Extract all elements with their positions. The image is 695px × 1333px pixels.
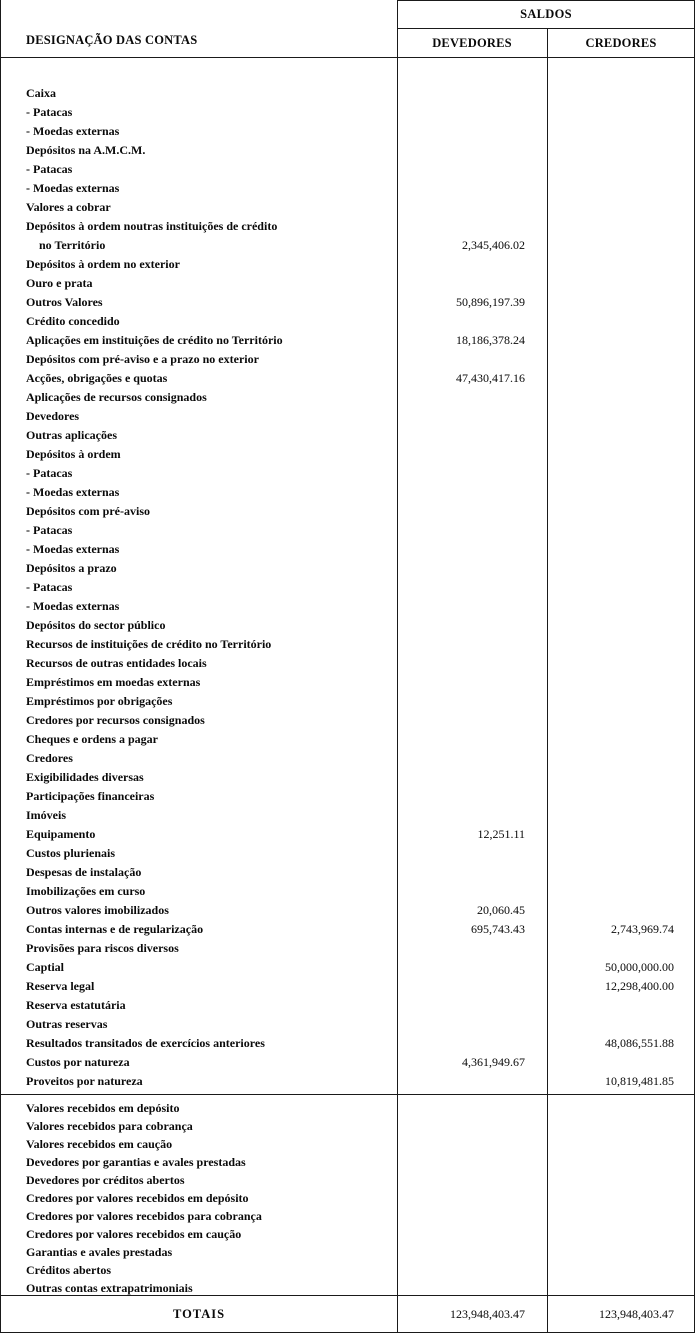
devedores-value — [397, 616, 547, 635]
account-label: Credores por valores recebidos em depósito — [26, 1191, 249, 1205]
devedores-value — [397, 407, 547, 426]
devedores-value — [397, 996, 547, 1015]
credores-value — [547, 122, 695, 141]
credores-value — [547, 1099, 695, 1117]
credores-value — [547, 312, 695, 331]
credores-value — [547, 179, 695, 198]
account-label: Crédito concedido — [26, 314, 120, 328]
account-label: Cheques e ordens a pagar — [26, 732, 159, 746]
table-row — [1, 1261, 694, 1279]
table-row — [1, 1015, 694, 1034]
account-label: Provisões para riscos diversos — [26, 941, 179, 955]
devedores-value — [397, 521, 547, 540]
credores-value — [547, 692, 695, 711]
credores-value — [547, 369, 695, 388]
table-row — [1, 464, 694, 483]
account-label: Depósitos à ordem — [26, 447, 121, 461]
credores-value — [547, 331, 695, 350]
account-label: Reserva estatutária — [26, 998, 126, 1012]
devedores-value — [397, 1117, 547, 1135]
credores-value: 12,298,400.00 — [605, 979, 674, 993]
account-label: Captial — [26, 960, 65, 974]
credores-value — [547, 464, 695, 483]
account-label: - Moedas externas — [26, 542, 120, 556]
table-row — [1, 825, 694, 844]
table-row — [1, 901, 694, 920]
devedores-value — [397, 464, 547, 483]
account-label: Custos por natureza — [26, 1055, 130, 1069]
devedores-value — [397, 274, 547, 293]
account-label: Proveitos por natureza — [26, 1074, 143, 1088]
table-row — [1, 996, 694, 1015]
table-row — [1, 312, 694, 331]
account-label: Depósitos a prazo — [26, 561, 117, 575]
credores-value — [547, 844, 695, 863]
table-row — [1, 521, 694, 540]
credores-value — [547, 160, 695, 179]
account-label: Valores a cobrar — [26, 200, 111, 214]
account-label: - Patacas — [26, 105, 73, 119]
table-row — [1, 198, 694, 217]
account-label: - Patacas — [26, 580, 73, 594]
credores-value — [547, 103, 695, 122]
credores-value — [547, 255, 695, 274]
saldos-header-group — [397, 0, 695, 57]
table-row — [1, 1117, 694, 1135]
table-row — [1, 160, 694, 179]
account-label: Imobilizações em curso — [26, 884, 146, 898]
devedores-value — [397, 1225, 547, 1243]
table-row — [1, 255, 694, 274]
table-row — [1, 331, 694, 350]
account-label: Aplicações em instituições de crédito no Território — [26, 333, 283, 347]
credores-value — [547, 84, 695, 103]
credores-value — [547, 1189, 695, 1207]
devedores-value — [397, 1261, 547, 1279]
credores-value — [547, 787, 695, 806]
account-label: - Patacas — [26, 466, 73, 480]
credores-value — [547, 350, 695, 369]
account-label: Credores por valores recebidos para cobrança — [26, 1209, 262, 1223]
devedores-value: 12,251.11 — [477, 827, 525, 841]
table-row — [1, 616, 694, 635]
account-label: Imóveis — [26, 808, 66, 822]
devedores-value — [397, 1189, 547, 1207]
devedores-value — [397, 635, 547, 654]
table-row — [1, 274, 694, 293]
devedores-value — [397, 939, 547, 958]
column-separator-2 — [547, 29, 548, 1332]
credores-value — [547, 863, 695, 882]
credores-value — [547, 293, 695, 312]
credores-value — [547, 426, 695, 445]
devedores-value — [397, 388, 547, 407]
table-row — [1, 179, 694, 198]
column-separator-1 — [397, 0, 398, 1332]
table-row — [1, 388, 694, 407]
credores-value — [547, 730, 695, 749]
table-row — [1, 673, 694, 692]
table-row — [1, 882, 694, 901]
credores-value — [547, 1117, 695, 1135]
table-row — [1, 635, 694, 654]
account-label: Garantias e avales prestadas — [26, 1245, 173, 1259]
table-row — [1, 1243, 694, 1261]
account-label: Caixa — [26, 86, 56, 100]
credores-value — [547, 1153, 695, 1171]
table-row — [1, 122, 694, 141]
table-row — [1, 540, 694, 559]
account-label: Empréstimos por obrigações — [26, 694, 173, 708]
saldos-header: SALDOS — [397, 0, 695, 29]
account-label: Outras reservas — [26, 1017, 108, 1031]
credores-value: 2,743,969.74 — [611, 922, 674, 936]
credores-value: 10,819,481.85 — [605, 1074, 674, 1088]
credores-header: CREDORES — [585, 35, 657, 50]
account-label: Outros Valores — [26, 295, 103, 309]
table-row — [1, 711, 694, 730]
account-label: Aplicações de recursos consignados — [26, 390, 207, 404]
credores-value — [547, 882, 695, 901]
table-row — [1, 502, 694, 521]
table-row — [1, 787, 694, 806]
devedores-value — [397, 483, 547, 502]
credores-value — [547, 616, 695, 635]
credores-value — [547, 559, 695, 578]
account-label: Depósitos com pré-aviso — [26, 504, 150, 518]
credores-value — [547, 540, 695, 559]
account-label: Valores recebidos para cobrança — [26, 1119, 193, 1133]
credores-value — [547, 198, 695, 217]
devedores-value — [397, 1099, 547, 1117]
devedores-value — [397, 217, 547, 236]
devedores-value — [397, 787, 547, 806]
devedores-value: 20,060.45 — [477, 903, 525, 917]
devedores-value — [397, 654, 547, 673]
designacao-das-contas-header: DESIGNAÇÃO DAS CONTAS — [26, 33, 198, 47]
account-label: Outras aplicações — [26, 428, 117, 442]
account-label: - Moedas externas — [26, 599, 120, 613]
account-label: Depósitos com pré-aviso e a prazo no exterior — [26, 352, 259, 366]
devedores-value — [397, 768, 547, 787]
credores-value — [547, 939, 695, 958]
credores-value — [547, 654, 695, 673]
account-label: Valores recebidos em depósito — [26, 1101, 180, 1115]
table-row — [1, 217, 694, 236]
table-row — [1, 1053, 694, 1072]
table-row — [1, 293, 694, 312]
devedores-value — [397, 711, 547, 730]
table-row — [1, 730, 694, 749]
account-label: Recursos de outras entidades locais — [26, 656, 207, 670]
devedores-value — [397, 806, 547, 825]
table-row — [1, 445, 694, 464]
devedores-value — [397, 179, 547, 198]
account-label: Depósitos na A.M.C.M. — [26, 143, 146, 157]
account-label: Exigibilidades diversas — [26, 770, 144, 784]
devedores-value — [397, 559, 547, 578]
extrapatrimonial-accounts-section — [1, 1094, 694, 1295]
account-label: Custos plurienais — [26, 846, 116, 860]
table-row — [1, 350, 694, 369]
table-row — [1, 1072, 694, 1091]
table-row — [1, 1034, 694, 1053]
account-label: Depósitos à ordem noutras instituições de crédito — [26, 219, 278, 233]
devedores-value — [397, 1171, 547, 1189]
devedores-value: 2,345,406.02 — [462, 238, 525, 252]
devedores-value — [397, 1153, 547, 1171]
table-row — [1, 749, 694, 768]
devedores-value — [397, 882, 547, 901]
table-row — [1, 844, 694, 863]
devedores-value: 695,743.43 — [471, 922, 525, 936]
account-label: Ouro e prata — [26, 276, 93, 290]
table-row — [1, 1135, 694, 1153]
devedores-value — [397, 445, 547, 464]
account-label: Recursos de instituições de crédito no Território — [26, 637, 272, 651]
account-label: Reserva legal — [26, 979, 95, 993]
devedores-value — [397, 255, 547, 274]
table-row — [1, 483, 694, 502]
credores-value — [547, 1171, 695, 1189]
credores-value — [547, 1243, 695, 1261]
credores-value — [547, 1015, 695, 1034]
table-row — [1, 141, 694, 160]
credores-value — [547, 901, 695, 920]
account-label: Despesas de instalação — [26, 865, 142, 879]
devedores-value — [397, 692, 547, 711]
credores-value — [547, 749, 695, 768]
account-label: Devedores por garantias e avales prestadas — [26, 1155, 246, 1169]
devedores-value — [397, 540, 547, 559]
table-row — [1, 1207, 694, 1225]
table-row — [1, 958, 694, 977]
totals-credores-value: 123,948,403.47 — [599, 1307, 674, 1321]
devedores-value — [397, 103, 547, 122]
account-label: - Moedas externas — [26, 485, 120, 499]
table-row — [1, 806, 694, 825]
credores-value — [547, 1207, 695, 1225]
credores-value — [547, 217, 695, 236]
devedores-value: 50,896,197.39 — [456, 295, 525, 309]
account-label: no Território — [39, 238, 106, 252]
credores-value — [547, 1279, 695, 1297]
account-label: Devedores por créditos abertos — [26, 1173, 185, 1187]
devedores-value — [397, 1135, 547, 1153]
account-label: Outras contas extrapatrimoniais — [26, 1281, 193, 1295]
account-label: Participações financeiras — [26, 789, 155, 803]
credores-value — [547, 274, 695, 293]
credores-value — [547, 1225, 695, 1243]
devedores-value — [397, 1015, 547, 1034]
credores-value — [547, 711, 695, 730]
table-row — [1, 559, 694, 578]
account-label: Credores por valores recebidos em caução — [26, 1227, 242, 1241]
credores-value — [547, 1053, 695, 1072]
credores-value: 48,086,551.88 — [605, 1036, 674, 1050]
table-header — [1, 0, 694, 58]
devedores-value: 18,186,378.24 — [456, 333, 525, 347]
devedores-value — [397, 426, 547, 445]
devedores-value — [397, 749, 547, 768]
credores-value — [547, 388, 695, 407]
devedores-value — [397, 122, 547, 141]
credores-value — [547, 141, 695, 160]
table-row — [1, 1171, 694, 1189]
account-label: Resultados transitados de exercícios anteriores — [26, 1036, 265, 1050]
devedores-value — [397, 350, 547, 369]
account-label: - Patacas — [26, 162, 73, 176]
table-row — [1, 103, 694, 122]
credores-value — [547, 445, 695, 464]
devedores-value — [397, 84, 547, 103]
devedores-value — [397, 844, 547, 863]
account-label: Outros valores imobilizados — [26, 903, 169, 917]
devedores-value: 4,361,949.67 — [462, 1055, 525, 1069]
credores-value — [547, 236, 695, 255]
credores-value — [547, 1261, 695, 1279]
credores-value — [547, 825, 695, 844]
devedores-value — [397, 502, 547, 521]
devedores-value — [397, 1034, 547, 1053]
credores-value — [547, 502, 695, 521]
credores-value — [547, 597, 695, 616]
table-row — [1, 426, 694, 445]
table-row — [1, 939, 694, 958]
account-label: Créditos abertos — [26, 1263, 111, 1277]
table-row — [1, 369, 694, 388]
account-label: Depósitos do sector público — [26, 618, 166, 632]
table-row — [1, 692, 694, 711]
table-row — [1, 1153, 694, 1171]
credores-value — [547, 578, 695, 597]
table-row — [1, 1189, 694, 1207]
account-label: Valores recebidos em caução — [26, 1137, 173, 1151]
totals-devedores-value: 123,948,403.47 — [450, 1307, 525, 1321]
main-accounts-section — [1, 58, 694, 1094]
devedores-value: 47,430,417.16 — [456, 371, 525, 385]
devedores-value — [397, 312, 547, 331]
account-label: Devedores — [26, 409, 80, 423]
account-label: Depósitos à ordem no exterior — [26, 257, 180, 271]
table-row — [1, 654, 694, 673]
table-row — [1, 1099, 694, 1117]
table-row — [1, 768, 694, 787]
devedores-value — [397, 730, 547, 749]
account-label: Equipamento — [26, 827, 96, 841]
credores-value — [547, 483, 695, 502]
devedores-value — [397, 160, 547, 179]
table-row — [1, 863, 694, 882]
credores-value: 50,000,000.00 — [605, 960, 674, 974]
devedores-value — [397, 141, 547, 160]
devedores-value — [397, 1207, 547, 1225]
credores-value — [547, 407, 695, 426]
devedores-value — [397, 863, 547, 882]
credores-value — [547, 673, 695, 692]
credores-value — [547, 521, 695, 540]
table-row — [1, 920, 694, 939]
table-row — [1, 578, 694, 597]
table-row — [1, 597, 694, 616]
saldos-subheaders — [397, 29, 695, 57]
account-label: Credores — [26, 751, 73, 765]
table-row — [1, 84, 694, 103]
totals-label: TOTAIS — [172, 1307, 226, 1321]
table-row — [1, 236, 694, 255]
devedores-header: DEVEDORES — [432, 35, 512, 50]
account-label: - Moedas externas — [26, 181, 120, 195]
devedores-value — [397, 578, 547, 597]
devedores-value — [397, 198, 547, 217]
account-label: Credores por recursos consignados — [26, 713, 205, 727]
devedores-value — [397, 673, 547, 692]
credores-value — [547, 806, 695, 825]
devedores-value — [397, 1279, 547, 1297]
devedores-value — [397, 1243, 547, 1261]
credores-value — [547, 1135, 695, 1153]
table-row — [1, 977, 694, 996]
table-row — [1, 407, 694, 426]
account-label: Contas internas e de regularização — [26, 922, 204, 936]
devedores-value — [397, 597, 547, 616]
account-label: Acções, obrigações e quotas — [26, 371, 168, 385]
credores-value — [547, 996, 695, 1015]
devedores-value — [397, 958, 547, 977]
table-row — [1, 1225, 694, 1243]
credores-value — [547, 635, 695, 654]
account-label: - Patacas — [26, 523, 73, 537]
table-row — [1, 1279, 694, 1297]
totals-row — [1, 1295, 694, 1333]
account-label: - Moedas externas — [26, 124, 120, 138]
credores-value — [547, 768, 695, 787]
account-label: Empréstimos em moedas externas — [26, 675, 201, 689]
devedores-value — [397, 1072, 547, 1091]
devedores-value — [397, 977, 547, 996]
